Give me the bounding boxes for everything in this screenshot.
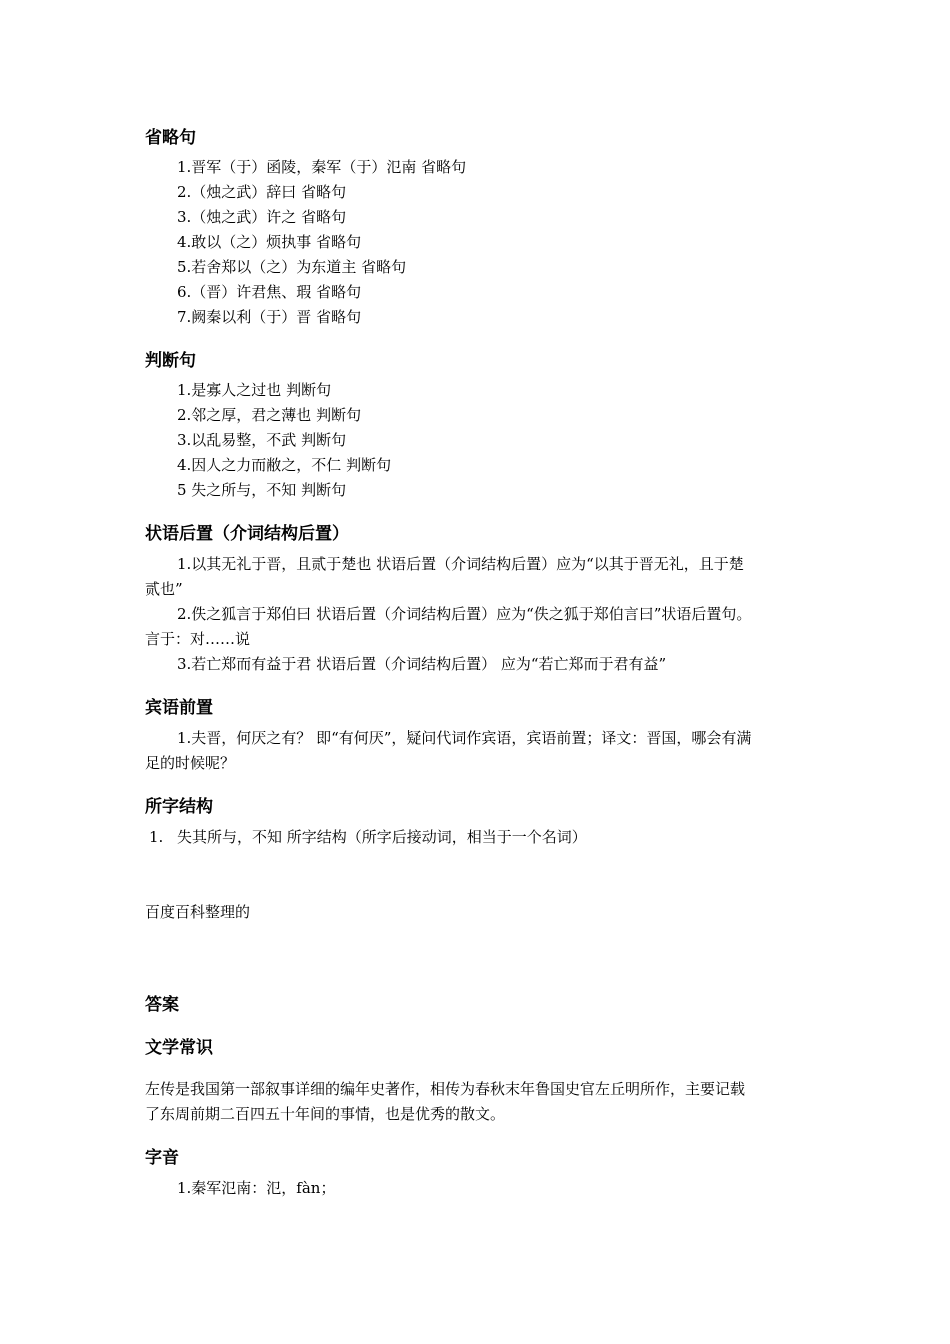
paragraph-line: 了东周前期二百四五十年间的事情，也是优秀的散文。 [145, 1105, 506, 1123]
list-item: 2.邻之厚，君之薄也 判断句 [177, 406, 362, 424]
list-item: 4.敢以（之）烦执事 省略句 [177, 233, 362, 251]
list-item: 2.（烛之武）辞曰 省略句 [177, 183, 347, 201]
heading-object-front: 宾语前置 [145, 698, 213, 718]
paragraph-line: 足的时候呢？ [145, 754, 236, 772]
paragraph-line: 1.以其无礼于晋，且贰于楚也 状语后置（介词结构后置）应为“以其于晋无礼，且于楚 [177, 555, 744, 573]
list-item: 4.因人之力而敝之，不仁 判断句 [177, 456, 392, 474]
list-item: 5 失之所与，不知 判断句 [177, 481, 347, 499]
list-item: 1.晋军（于）函陵，秦军（于）氾南 省略句 [177, 158, 467, 176]
heading-literature: 文学常识 [145, 1038, 213, 1058]
list-item: 失其所与，不知 所字结构（所字后接动词，相当于一个名词） [177, 828, 587, 846]
list-item: 1.是寡人之过也 判断句 [177, 381, 332, 399]
heading-adverbial: 状语后置（介词结构后置） [145, 524, 349, 544]
paragraph-line: 左传是我国第一部叙事详细的编年史著作，相传为春秋末年鲁国史官左丘明所作，主要记载 [145, 1080, 746, 1098]
heading-answer: 答案 [145, 995, 179, 1015]
list-item: 6.（晋）许君焦、瑕 省略句 [177, 283, 362, 301]
paragraph-line: 2.佚之狐言于郑伯曰 状语后置（介词结构后置）应为“佚之狐于郑伯言曰”状语后置句。 [177, 605, 752, 623]
list-item: 5.若舍郑以（之）为东道主 省略句 [177, 258, 407, 276]
paragraph-line: 1.夫晋，何厌之有？ 即“有何厌”，疑问代词作宾语，宾语前置；译文：晋国，哪会有满 [177, 729, 752, 747]
paragraph-line: 言于：对……说 [145, 630, 251, 648]
paragraph-line: 3.若亡郑而有益于君 状语后置（介词结构后置） 应为“若亡郑而于君有益” [177, 655, 667, 673]
list-item: 3.（烛之武）许之 省略句 [177, 208, 347, 226]
heading-omission: 省略句 [145, 128, 196, 148]
heading-pronunciation: 字音 [145, 1148, 179, 1168]
list-item: 1.秦军氾南：氾，fàn； [177, 1179, 336, 1197]
list-number: 1. [149, 828, 164, 846]
paragraph-line: 贰也” [145, 580, 183, 598]
source-note: 百度百科整理的 [145, 903, 251, 921]
list-item: 7.阙秦以利（于）晋 省略句 [177, 308, 362, 326]
heading-judgment: 判断句 [145, 351, 196, 371]
heading-suo: 所字结构 [145, 797, 213, 817]
list-item: 3.以乱易整，不武 判断句 [177, 431, 347, 449]
